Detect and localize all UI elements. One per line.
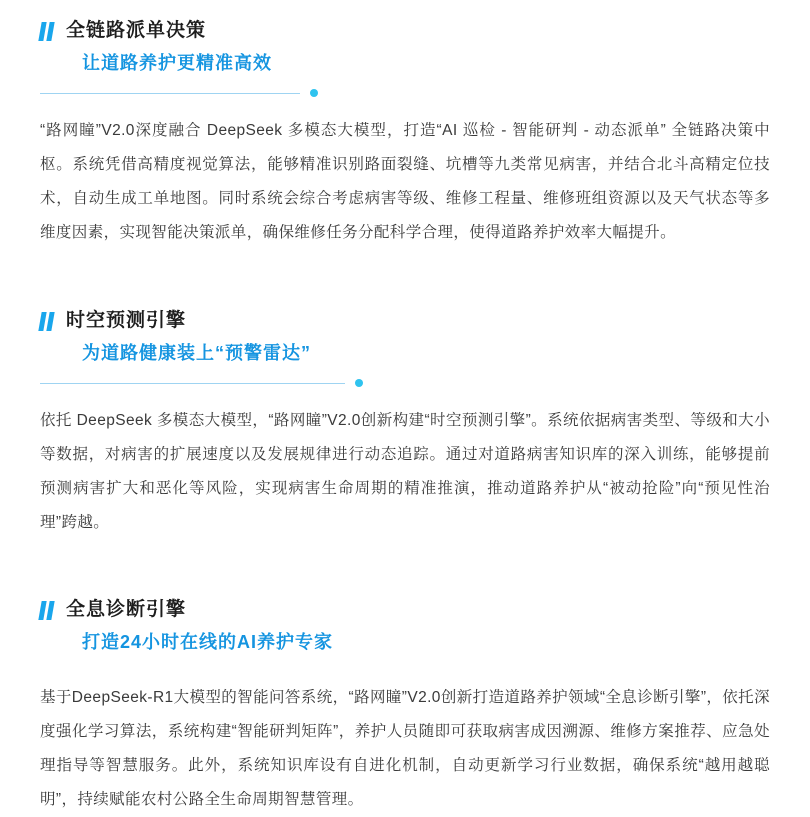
double-bar-icon (40, 601, 56, 621)
divider-dot-icon (310, 89, 318, 97)
section-body: 基于DeepSeek-R1大模型的智能问答系统，“路网瞳”V2.0创新打造道路养护领域“全息诊断引擎”，依托深度强化学习算法，系统构建“智能研判矩阵”，养护人员随即可获取病害成因溯源、维修方案推荐、应急处理指导等智慧服务。此外，系统知识库设有自进化机制，自动更新学习行业数据，确保系统“越用越聪明”，持续赋能农村公路全生命周期智慧管理。 (40, 689, 770, 808)
section-heading (40, 308, 770, 368)
section-full-chain-dispatch (40, 0, 770, 250)
section-divider (40, 663, 770, 667)
section-body: 依托 DeepSeek 多模态大模型，“路网瞳”V2.0创新构建“时空预测引擎”。系统依据病害类型、等级和大小等数据，对病害的扩展速度以及发展规律进行动态追踪。通过对道路病害知识库的深入训练，能够提前预测病害扩大和恶化等风险，实现病害生命周期的精准推演，推动道路养护从“被动抢险”向“预见性治理”跨越。 (40, 411, 770, 531)
section-subtitle: 打造24小时在线的AI养护专家 (82, 632, 334, 652)
section-subtitle: 让道路养护更精准高效 (82, 53, 272, 73)
section-body: “路网瞳”V2.0深度融合 DeepSeek 多模态大模型，打造“AI 巡检 - 智能研判 - 动态派单” 全链路决策中枢。系统凭借高精度视觉算法，能够精准识别路面裂缝、坑槽等九类常见病害，并结合北斗高精定位技术，自动生成工单地图。同时系统会综合考虑病害等级、维修工程量、维修班组资源以及天气状态等多维度因素，实现智能决策派单，确保维修任务分配科学合理，使得道路养护效率大幅提升。 (40, 122, 770, 241)
divider-dot-icon (355, 379, 363, 387)
divider-line (40, 383, 345, 384)
section-title: 全链路派单决策 (66, 20, 207, 41)
section-heading (40, 597, 770, 657)
section-divider (40, 88, 770, 100)
section-holographic-diagnosis-engine (40, 555, 770, 817)
section-divider (40, 378, 770, 390)
divider-line (40, 93, 300, 94)
section-subtitle: 为道路健康装上“预警雷达” (82, 342, 311, 363)
section-title: 时空预测引擎 (66, 309, 187, 331)
section-spatiotemporal-prediction-engine (40, 266, 770, 540)
double-bar-icon (40, 22, 56, 42)
double-bar-icon (40, 312, 56, 332)
section-heading (40, 18, 770, 78)
section-title: 全息诊断引擎 (66, 599, 187, 620)
